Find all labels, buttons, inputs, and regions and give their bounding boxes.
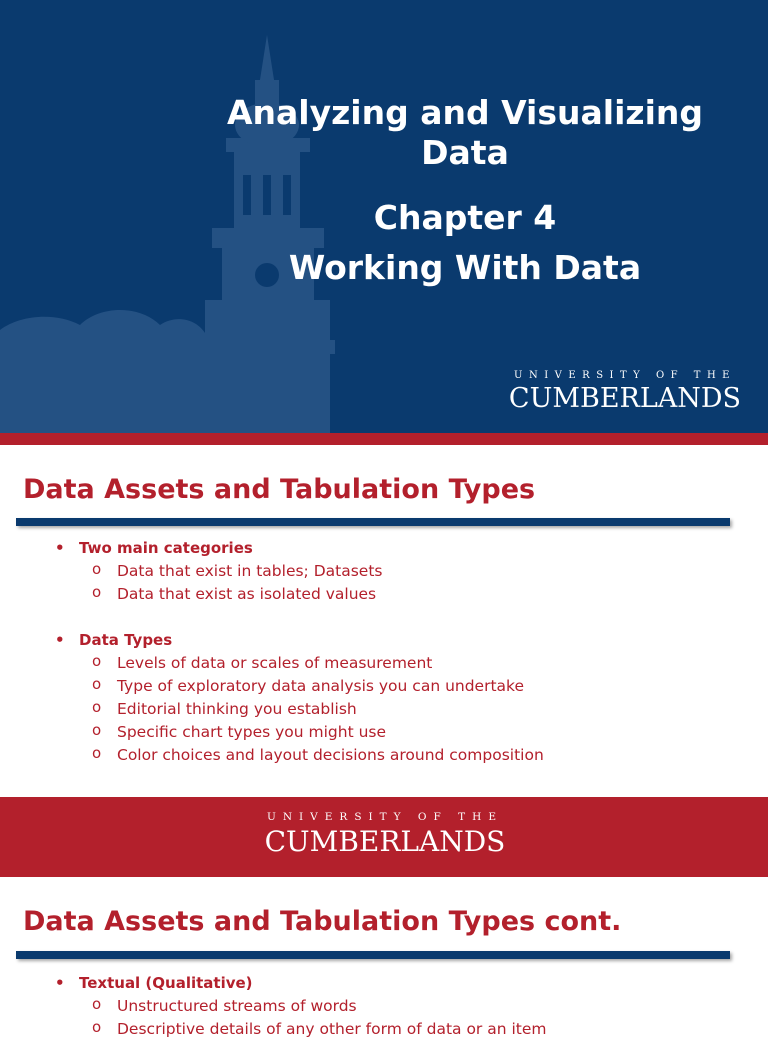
- sub-bullet-icon: o: [92, 652, 102, 670]
- sub-bullet-icon: o: [92, 698, 102, 716]
- sub-bullet-icon: o: [92, 721, 102, 739]
- bullet-group-label: • Data Types: [52, 629, 752, 652]
- sub-bullet-item: o Unstructured streams of words: [92, 995, 357, 1015]
- sub-bullet-icon: o: [92, 560, 102, 578]
- sub-bullet-icon: o: [92, 1018, 102, 1036]
- sub-bullet-icon: o: [92, 995, 102, 1013]
- slide-heading: Data Assets and Tabulation Types: [23, 474, 536, 505]
- slide-heading: Data Assets and Tabulation Types cont.: [23, 906, 622, 937]
- presentation-title: Analyzing and Visualizing Data: [226, 93, 704, 172]
- bullet-group-label: • Two main categories: [52, 537, 752, 560]
- logo-small-text: UNIVERSITY OF THE: [266, 811, 503, 823]
- bullet-icon: •: [55, 631, 65, 649]
- content-slide-1: [0, 445, 768, 797]
- bullet-list: [52, 972, 752, 1041]
- university-logo: [255, 811, 515, 858]
- logo-big-text: CUMBERLANDS: [508, 383, 742, 414]
- sub-bullet-item: o Data that exist in tables; Datasets: [92, 560, 383, 580]
- content-slide-2: [0, 797, 768, 1038]
- sub-bullet-item: o Type of exploratory data analysis you can undertake: [92, 675, 524, 695]
- bullet-icon: •: [55, 539, 65, 557]
- bullet-icon: •: [55, 974, 65, 992]
- red-logo-band: [0, 797, 768, 877]
- sub-bullet-item: o Color choices and layout decisions around composition: [92, 744, 544, 764]
- heading-rule: [16, 951, 730, 959]
- logo-big-text: CUMBERLANDS: [264, 825, 506, 858]
- bullet-list: [52, 537, 752, 767]
- chapter-subtitle: Working With Data: [288, 248, 642, 287]
- heading-rule: [16, 518, 730, 526]
- sub-bullet-item: o Editorial thinking you establish: [92, 698, 357, 718]
- sub-bullet-item: o Specific chart types you might use: [92, 721, 387, 741]
- chapter-label: Chapter 4: [373, 198, 557, 237]
- university-logo: [500, 370, 750, 414]
- sub-bullet-item: o Data that exist as isolated values: [92, 583, 377, 603]
- sub-bullet-icon: o: [92, 744, 102, 762]
- sub-bullet-item: o Levels of data or scales of measurement: [92, 652, 433, 672]
- sub-bullet-item: o Descriptive details of any other form of data or an item: [92, 1018, 547, 1038]
- title-slide: [0, 0, 768, 445]
- red-divider-bar: [0, 433, 768, 445]
- sub-bullet-icon: o: [92, 675, 102, 693]
- sub-bullet-icon: o: [92, 583, 102, 601]
- logo-small-text: UNIVERSITY OF THE: [514, 370, 736, 381]
- bullet-group-label: • Textual (Qualitative): [52, 972, 752, 995]
